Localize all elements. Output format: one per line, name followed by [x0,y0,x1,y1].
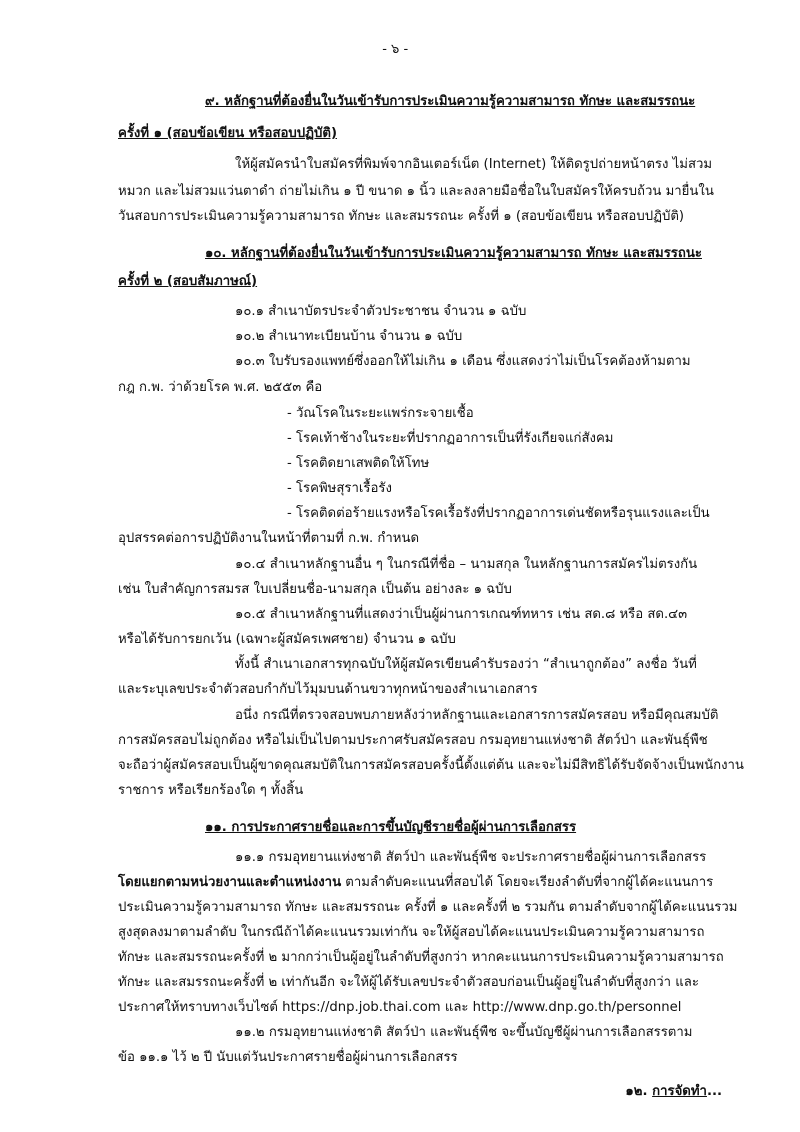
item-10-4-cont: เช่น ใบสำคัญการสมรส ใบเปลี่ยนชื่อ-นามสกุล เป็นต้น อย่างละ ๑ ฉบับ [118,582,512,597]
emphasis-text: โดยแยกตามหน่วยงานและตำแหน่งงาน [118,875,342,890]
item-11-1-line: ประกาศให้ทราบทางเว็บไซต์ https://dnp.job.thai.com และ http://www.dnp.go.th/personnel [118,1000,682,1015]
item-10-3: ๑๐.๓ ใบรับรองแพทย์ซึ่งออกให้ไม่เกิน ๑ เดือน ซึ่งแสดงว่าไม่เป็นโรคต้องห้ามตาม [235,354,691,369]
disease-item: - โรคพิษสุราเรื้อรัง [287,481,392,496]
item-10-1: ๑๐.๑ สำเนาบัตรประจำตัวประชาชน จำนวน ๑ ฉบับ [235,304,527,319]
section-9-heading: ๙. หลักฐานที่ต้องยื่นในวันเข้ารับการประเมินความรู้ความสามารถ ทักษะ และสมรรถนะ [205,94,696,109]
section-10-heading-cont: ครั้งที่ ๒ (สอบสัมภาษณ์) [118,274,258,289]
body-text: ตามลำดับคะแนนที่สอบได้ โดยจะเรียงลำดับที่จากผู้ได้คะแนนการ [341,875,714,890]
item-10-5: ๑๐.๕ สำเนาหลักฐานที่แสดงว่าเป็นผู้ผ่านการเกณฑ์ทหาร เช่น สด.๘ หรือ สด.๔๓ [235,607,688,622]
item-11-2: ๑๑.๒ กรมอุทยานแห่งชาติ สัตว์ป่า และพันธุ์พืช จะขึ้นบัญชีผู้ผ่านการเลือกสรรตาม [235,1025,693,1040]
next-section-continuation [625,1082,722,1102]
item-11-1-line: ทักษะ และสมรรถนะครั้งที่ ๒ เท่ากันอีก จะให้ผู้ได้รับเลขประจำตัวสอบก่อนเป็นผู้อยู่ในลำดับที่สูงกว่า และ [118,975,699,990]
page-number: - ๖ - [382,42,409,57]
disease-item: - โรคติดต่อร้ายแรงหรือโรคเรื้อรังที่ปรากฏอาการเด่นชัดหรือรุนแรงและเป็น [287,506,710,521]
item-10-5-cont: หรือได้รับการยกเว้น (เฉพาะผู้สมัครเพศชาย) จำนวน ๑ ฉบับ [118,632,456,647]
next-section-title: การจัดทำ [652,1084,707,1099]
note-line: จะถือว่าผู้สมัครสอบเป็นผู้ขาดคุณสมบัติในการสมัครสอบครั้งนี้ตั้งแต่ต้น และจะไม่มีสิทธิได้รับจัดจ้างเป็นพนักงาน [118,758,744,773]
item-11-1-line: ประเมินความรู้ความสามารถ ทักษะ และสมรรถนะ ครั้งที่ ๑ และครั้งที่ ๒ รวมกัน ตามลำดับจากผู้ได้คะแนนรวม [118,900,738,915]
item-10-2: ๑๐.๒ สำเนาทะเบียนบ้าน จำนวน ๑ ฉบับ [235,329,463,344]
disease-item-cont: อุปสรรคต่อการปฏิบัติงานในหน้าที่ตามที่ ก.พ. กำหนด [118,531,420,546]
note-line: และระบุเลขประจำตัวสอบกำกับไว้มุมบนด้านขวาทุกหน้าของสำเนาเอกสาร [118,682,538,697]
item-10-4: ๑๐.๔ สำเนาหลักฐานอื่น ๆ ในกรณีที่ชื่อ – นามสกุล ในหลักฐานการสมัครไม่ตรงกัน [235,557,698,572]
disease-item: - โรคเท้าช้างในระยะที่ปรากฏอาการเป็นที่รังเกียจแก่สังคม [287,431,614,446]
item-10-3-cont: กฎ ก.พ. ว่าด้วยโรค พ.ศ. ๒๕๕๓ คือ [118,380,323,395]
item-11-1-line: ทักษะ และสมรรถนะครั้งที่ ๒ มากกว่าเป็นผู้อยู่ในลำดับที่สูงกว่า หากคะแนนการประเมินความรู้ความสามารถ [118,950,724,965]
note-line: ทั้งนี้ สำเนาเอกสารทุกฉบับให้ผู้สมัครเขียนคำรับรองว่า “สำเนาถูกต้อง” ลงชื่อ วันที่ [235,657,697,672]
item-11-1: ๑๑.๑ กรมอุทยานแห่งชาติ สัตว์ป่า และพันธุ์พืช จะประกาศรายชื่อผู้ผ่านการเลือกสรร [235,850,707,865]
section-9-para-line: หมวก และไม่สวมแว่นตาดำ ถ่ายไม่เกิน ๑ ปี ขนาด ๑ นิ้ว และลงลายมือชื่อในใบสมัครให้ครบถ้วน มายื่นใน [118,184,714,199]
next-section-number: ๑๒. [625,1084,648,1099]
item-11-1-line: สูงสุดลงมาตามลำดับ ในกรณีถ้าได้คะแนนรวมเท่ากัน จะให้ผู้สอบได้คะแนนประเมินความรู้ความสามารถ [118,925,705,940]
disease-item: - วัณโรคในระยะแพร่กระจายเชื้อ [287,406,474,421]
note-line: ราชการ หรือเรียกร้องใด ๆ ทั้งสิ้น [118,783,304,798]
ellipsis: ... [706,1084,722,1099]
note-line: การสมัครสอบไม่ถูกต้อง หรือไม่เป็นไปตามประกาศรับสมัครสอบ กรมอุทยานแห่งชาติ สัตว์ป่า และพันธุ์พืช [118,733,708,748]
disease-item: - โรคติดยาเสพติดให้โทษ [287,456,430,471]
section-9-heading-cont: ครั้งที่ ๑ (สอบข้อเขียน หรือสอบปฏิบัติ) [118,126,337,141]
item-11-2-cont: ข้อ ๑๑.๑ ไว้ ๒ ปี นับแต่วันประกาศรายชื่อผู้ผ่านการเลือกสรร [118,1050,458,1065]
section-10-heading: ๑๐. หลักฐานที่ต้องยื่นในวันเข้ารับการประเมินความรู้ความสามารถ ทักษะ และสมรรถนะ [205,246,702,261]
section-9-para-line: วันสอบการประเมินความรู้ความสามารถ ทักษะ และสมรรถนะ ครั้งที่ ๑ (สอบข้อเขียน หรือสอบปฏิบัติ) [118,209,685,224]
section-9-para-line: ให้ผู้สมัครนำใบสมัครที่พิมพ์จากอินเตอร์เน็ต (Internet) ให้ติดรูปถ่ายหน้าตรง ไม่สวม [235,157,713,172]
section-11-heading: ๑๑. การประกาศรายชื่อและการขึ้นบัญชีรายชื่อผู้ผ่านการเลือกสรร [205,820,577,835]
note-line: อนึ่ง กรณีที่ตรวจสอบพบภายหลังว่าหลักฐานและเอกสารการสมัครสอบ หรือมีคุณสมบัติ [235,708,719,723]
item-11-1-line [118,873,713,893]
